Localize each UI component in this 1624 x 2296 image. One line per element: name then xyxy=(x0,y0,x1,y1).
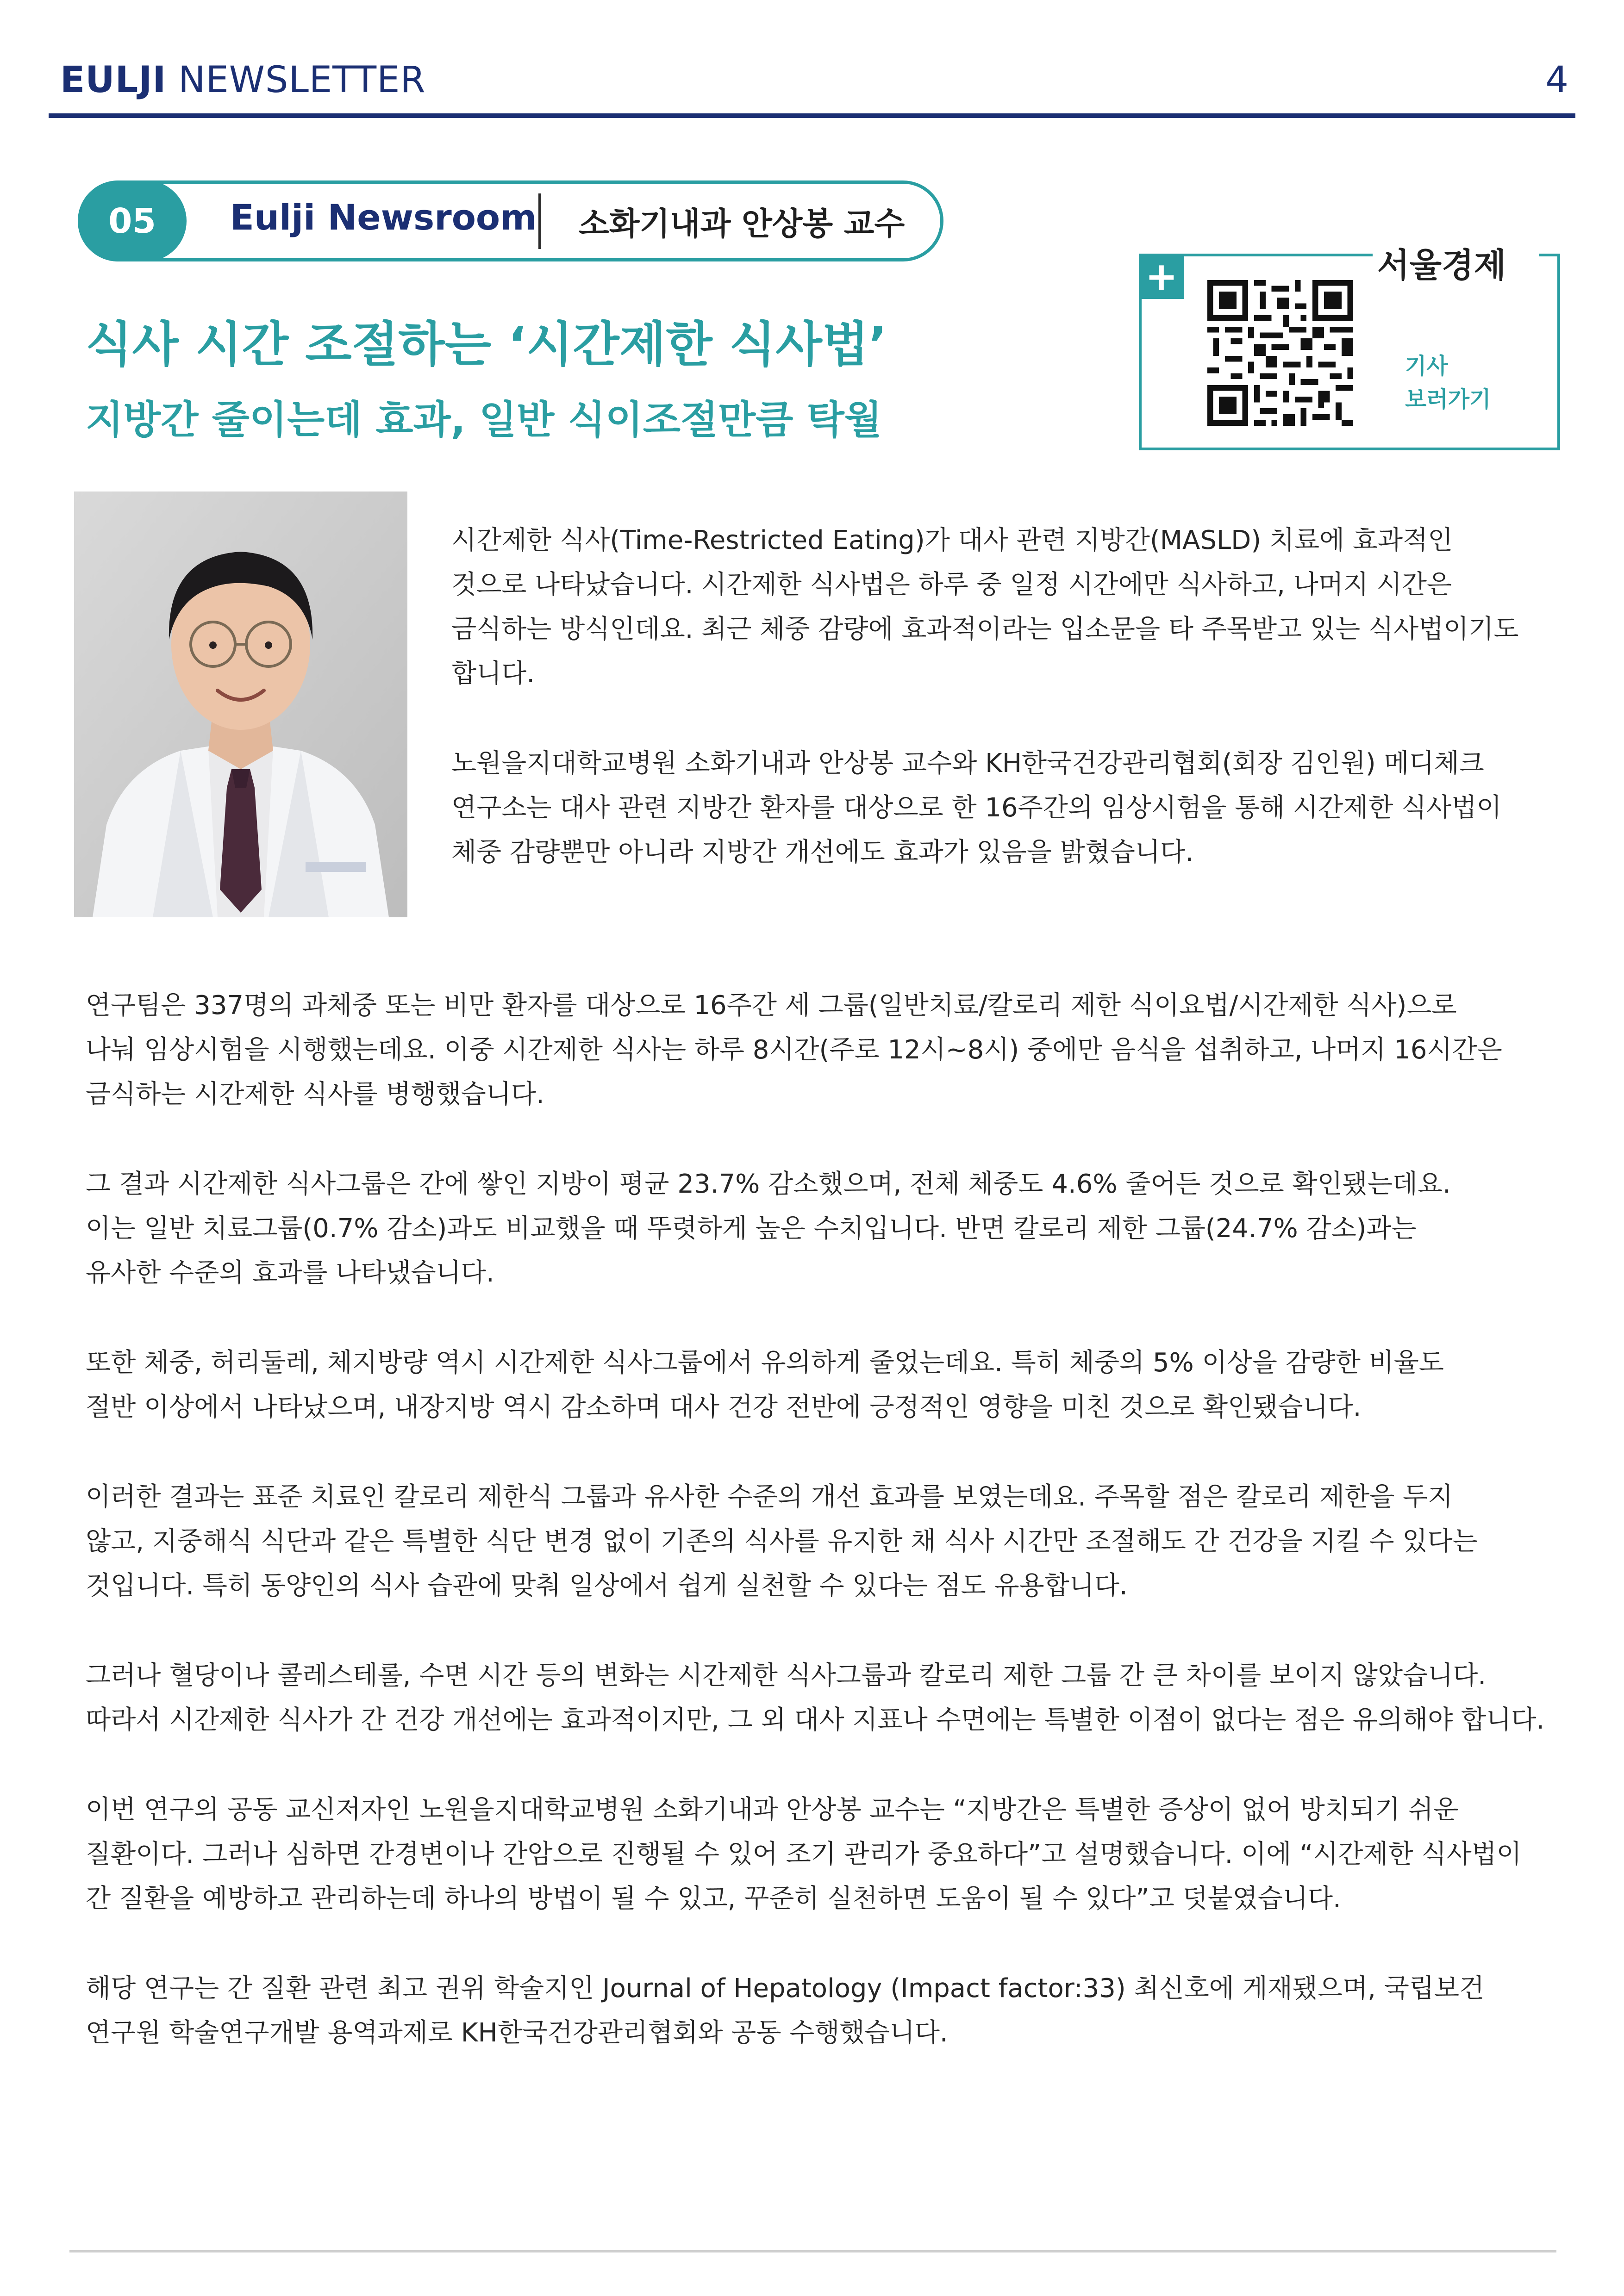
paragraph-line: 연구원 학술연구개발 용역과제로 KH한국건강관리협회와 공동 수행했습니다. xyxy=(86,2018,948,2048)
paragraph xyxy=(86,1475,1553,1608)
plus-icon: + xyxy=(1139,254,1184,299)
paragraph-line: 절반 이상에서 나타났으며, 내장지방 역시 감소하며 대사 건강 전반에 긍정적인 영향을 미친 것으로 확인됐습니다. xyxy=(86,1392,1362,1422)
paragraph-line: 또한 체중, 허리둘레, 체지방량 역시 시간제한 식사그룹에서 유의하게 줄었는데요. 특히 체중의 5% 이상을 감량한 비율도 xyxy=(86,1348,1444,1378)
paragraph-line: 유사한 수준의 효과를 나타냈습니다. xyxy=(86,1258,494,1288)
article-subtitle: 지방간 줄이는데 효과, 일반 식이조절만큼 탁월 xyxy=(86,397,882,442)
paragraph xyxy=(86,1654,1553,1742)
brand-light: NEWSLETTER xyxy=(178,59,426,101)
qr-label-line2: 보러가기 xyxy=(1405,386,1491,412)
professor-photo xyxy=(74,492,407,917)
paragraph-line: 않고, 지중해식 식단과 같은 특별한 식단 변경 없이 기존의 식사를 유지한 채 식사 시간만 조절해도 간 건강을 지킬 수 있다는 xyxy=(86,1526,1478,1556)
paragraph-line: 나눠 임상시험을 시행했는데요. 이중 시간제한 식사는 하루 8시간(주로 12시~8시) 중에만 음식을 섭취하고, 나머지 16시간은 xyxy=(86,1035,1502,1065)
paragraph-line: 질환이다. 그러나 심하면 간경변이나 간암으로 진행될 수 있어 조기 관리가 중요하다”고 설명했습니다. 이에 “시간제한 식사법이 xyxy=(86,1839,1522,1869)
paragraph-line: 그러나 혈당이나 콜레스테롤, 수면 시간 등의 변화는 시간제한 식사그룹과 칼로리 제한 그룹 간 큰 차이를 보이지 않았습니다. xyxy=(86,1661,1487,1691)
paragraph-line: 이는 일반 치료그룹(0.7% 감소)과도 비교했을 때 뚜렷하게 높은 수치입니다. 반면 칼로리 제한 그룹(24.7% 감소)과는 xyxy=(86,1213,1417,1244)
paragraph xyxy=(86,983,1553,1117)
paragraph-line: 시간제한 식사(Time-Restricted Eating)가 대사 관련 지방간(MASLD) 치료에 효과적인 xyxy=(451,525,1453,555)
article-title: 식사 시간 조절하는 ‘시간제한 식사법’ xyxy=(86,316,887,373)
paragraph-line: 해당 연구는 간 질환 관련 최고 권위 학술지인 Journal of Hepatology (Impact factor:33) 최신호에 게재됐으며, 국립보건 xyxy=(86,1973,1485,2004)
section-person: 소화기내과 안상봉 교수 xyxy=(579,206,905,243)
paragraph xyxy=(451,518,1553,696)
paragraph xyxy=(86,1341,1553,1430)
paragraph-line: 것입니다. 특히 동양인의 식사 습관에 맞춰 일상에서 쉽게 실천할 수 있다는 점도 유용합니다. xyxy=(86,1571,1128,1601)
section-number: 05 xyxy=(78,180,187,261)
page-number: 4 xyxy=(1545,59,1568,101)
paragraph-line: 이러한 결과는 표준 치료인 칼로리 제한식 그룹과 유사한 수준의 개선 효과를 보였는데요. 주목할 점은 칼로리 제한을 두지 xyxy=(86,1482,1453,1512)
paragraph-line: 금식하는 시간제한 식사를 병행했습니다. xyxy=(86,1079,544,1109)
newsletter-brand xyxy=(60,59,426,101)
paragraph-line: 노원을지대학교병원 소화기내과 안상봉 교수와 KH한국건강관리협회(회장 김인원) 메디체크 xyxy=(451,748,1484,778)
paragraph xyxy=(451,741,1553,875)
section-name: Eulji Newsroom xyxy=(230,197,537,238)
paragraph xyxy=(86,1162,1553,1295)
paragraph-line: 것으로 나타났습니다. 시간제한 식사법은 하루 중 일정 시간에만 식사하고, 나머지 시간은 xyxy=(451,570,1452,600)
brand-bold: EULJI xyxy=(60,59,167,101)
paragraph-line: 체중 감량뿐만 아니라 지방간 개선에도 효과가 있음을 밝혔습니다. xyxy=(451,837,1193,867)
section-divider xyxy=(538,193,541,249)
qr-label-line1: 기사 xyxy=(1405,353,1448,379)
intro-text-column xyxy=(451,518,1553,875)
news-source-label: 서울경제 xyxy=(1377,246,1506,285)
paragraph-line: 금식하는 방식인데요. 최근 체중 감량에 효과적이라는 입소문을 타 주목받고 있는 식사법이기도 xyxy=(451,614,1519,644)
paragraph-line: 따라서 시간제한 식사가 간 건강 개선에는 효과적이지만, 그 외 대사 지표나 수면에는 특별한 이점이 없다는 점은 유의해야 합니다. xyxy=(86,1705,1545,1735)
paragraph-line: 이번 연구의 공동 교신저자인 노원을지대학교병원 소화기내과 안상봉 교수는 “지방간은 특별한 증상이 없어 방치되기 쉬운 xyxy=(86,1795,1459,1825)
footer-divider xyxy=(69,2250,1556,2252)
header-divider xyxy=(49,113,1575,118)
paragraph-line: 연구소는 대사 관련 지방간 환자를 대상으로 한 16주간의 임상시험을 통해 시간제한 식사법이 xyxy=(451,793,1502,823)
paragraph-line: 연구팀은 337명의 과체중 또는 비만 환자를 대상으로 16주간 세 그룹(일반치료/칼로리 제한 식이요법/시간제한 식사)으로 xyxy=(86,990,1457,1020)
paragraph xyxy=(86,1788,1553,1921)
paragraph-line: 간 질환을 예방하고 관리하는데 하나의 방법이 될 수 있고, 꾸준히 실천하면 도움이 될 수 있다”고 덧붙였습니다. xyxy=(86,1884,1341,1914)
main-text-column xyxy=(86,983,1553,2055)
paragraph-line: 합니다. xyxy=(451,659,535,689)
qr-code-icon[interactable] xyxy=(1207,280,1353,426)
paragraph-line: 그 결과 시간제한 식사그룹은 간에 쌓인 지방이 평균 23.7% 감소했으며, 전체 체중도 4.6% 줄어든 것으로 확인됐는데요. xyxy=(86,1169,1451,1199)
paragraph xyxy=(86,1966,1553,2055)
